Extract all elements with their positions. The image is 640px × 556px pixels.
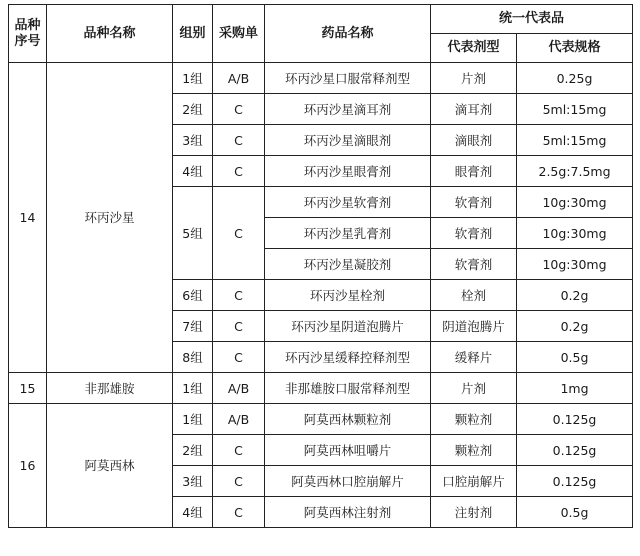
drug-name-cell: 环丙沙星滴眼剂 — [265, 125, 431, 156]
dosage-form-cell: 口腔崩解片 — [431, 466, 517, 497]
group-cell: 5组 — [173, 187, 213, 280]
dosage-form-cell: 颗粒剂 — [431, 435, 517, 466]
variety-name-cell: 环丙沙星 — [47, 63, 173, 373]
drug-variety-table — [8, 4, 633, 528]
group-cell: 4组 — [173, 497, 213, 528]
drug-name-cell: 环丙沙星眼膏剂 — [265, 156, 431, 187]
header-row-top — [9, 5, 633, 34]
specification-cell: 0.2g — [517, 311, 633, 342]
dosage-form-cell: 软膏剂 — [431, 187, 517, 218]
drug-name-cell: 环丙沙星阴道泡腾片 — [265, 311, 431, 342]
specification-cell: 5ml:15mg — [517, 94, 633, 125]
table-row — [9, 404, 633, 435]
group-cell: 6组 — [173, 280, 213, 311]
variety-seq-cell: 16 — [9, 404, 47, 528]
variety-name-cell: 非那雄胺 — [47, 373, 173, 404]
purchase-list-cell: C — [213, 125, 265, 156]
dosage-form-cell: 滴耳剂 — [431, 94, 517, 125]
group-cell: 1组 — [173, 63, 213, 94]
dosage-form-cell: 注射剂 — [431, 497, 517, 528]
header-seq-line2: 序号 — [14, 33, 41, 49]
drug-name-cell: 阿莫西林口腔崩解片 — [265, 466, 431, 497]
dosage-form-cell: 栓剂 — [431, 280, 517, 311]
drug-name-cell: 环丙沙星乳膏剂 — [265, 218, 431, 249]
purchase-list-cell: A/B — [213, 404, 265, 435]
variety-seq-cell: 14 — [9, 63, 47, 373]
specification-cell: 0.125g — [517, 466, 633, 497]
drug-name-cell: 阿莫西林注射剂 — [265, 497, 431, 528]
specification-cell: 2.5g:7.5mg — [517, 156, 633, 187]
specification-cell: 0.5g — [517, 342, 633, 373]
header-group: 组别 — [173, 5, 213, 63]
drug-name-cell: 环丙沙星软膏剂 — [265, 187, 431, 218]
specification-cell: 10g:30mg — [517, 249, 633, 280]
dosage-form-cell: 片剂 — [431, 373, 517, 404]
header-drug-name: 药品名称 — [265, 5, 431, 63]
purchase-list-cell: A/B — [213, 63, 265, 94]
drug-name-cell: 环丙沙星缓释控释剂型 — [265, 342, 431, 373]
group-cell: 1组 — [173, 404, 213, 435]
purchase-list-cell: C — [213, 466, 265, 497]
purchase-list-cell: C — [213, 311, 265, 342]
header-purchase-list: 采购单 — [213, 5, 265, 63]
table-body — [9, 63, 633, 528]
purchase-list-cell: C — [213, 280, 265, 311]
group-cell: 2组 — [173, 435, 213, 466]
group-cell: 4组 — [173, 156, 213, 187]
drug-name-cell: 非那雄胺口服常释剂型 — [265, 373, 431, 404]
drug-name-cell: 阿莫西林咀嚼片 — [265, 435, 431, 466]
variety-seq-cell: 15 — [9, 373, 47, 404]
drug-name-cell: 环丙沙星口服常释剂型 — [265, 63, 431, 94]
group-cell: 8组 — [173, 342, 213, 373]
specification-cell: 1mg — [517, 373, 633, 404]
purchase-list-cell: A/B — [213, 373, 265, 404]
table-row — [9, 373, 633, 404]
purchase-list-cell: C — [213, 342, 265, 373]
dosage-form-cell: 颗粒剂 — [431, 404, 517, 435]
group-cell: 7组 — [173, 311, 213, 342]
drug-name-cell: 环丙沙星栓剂 — [265, 280, 431, 311]
specification-cell: 10g:30mg — [517, 218, 633, 249]
dosage-form-cell: 滴眼剂 — [431, 125, 517, 156]
dosage-form-cell: 缓释片 — [431, 342, 517, 373]
drug-name-cell: 阿莫西林颗粒剂 — [265, 404, 431, 435]
dosage-form-cell: 阴道泡腾片 — [431, 311, 517, 342]
specification-cell: 5ml:15mg — [517, 125, 633, 156]
header-variety-name: 品种名称 — [47, 5, 173, 63]
specification-cell: 0.2g — [517, 280, 633, 311]
dosage-form-cell: 软膏剂 — [431, 218, 517, 249]
variety-name-cell: 阿莫西林 — [47, 404, 173, 528]
purchase-list-cell: C — [213, 435, 265, 466]
header-unified: 统一代表品 — [431, 5, 633, 34]
group-cell: 1组 — [173, 373, 213, 404]
header-specification: 代表规格 — [517, 34, 633, 63]
specification-cell: 0.125g — [517, 404, 633, 435]
header-seq-line1: 品种 — [14, 17, 41, 33]
purchase-list-cell: C — [213, 94, 265, 125]
dosage-form-cell: 片剂 — [431, 63, 517, 94]
group-cell: 3组 — [173, 125, 213, 156]
purchase-list-cell: C — [213, 497, 265, 528]
group-cell: 2组 — [173, 94, 213, 125]
purchase-list-cell: C — [213, 187, 265, 280]
purchase-list-cell: C — [213, 156, 265, 187]
dosage-form-cell: 眼膏剂 — [431, 156, 517, 187]
dosage-form-cell: 软膏剂 — [431, 249, 517, 280]
drug-name-cell: 环丙沙星滴耳剂 — [265, 94, 431, 125]
specification-cell: 10g:30mg — [517, 187, 633, 218]
header-dosage-form: 代表剂型 — [431, 34, 517, 63]
table-row — [9, 63, 633, 94]
group-cell: 3组 — [173, 466, 213, 497]
header-seq — [9, 5, 47, 63]
specification-cell: 0.25g — [517, 63, 633, 94]
specification-cell: 0.125g — [517, 435, 633, 466]
drug-name-cell: 环丙沙星凝胶剂 — [265, 249, 431, 280]
specification-cell: 0.5g — [517, 497, 633, 528]
